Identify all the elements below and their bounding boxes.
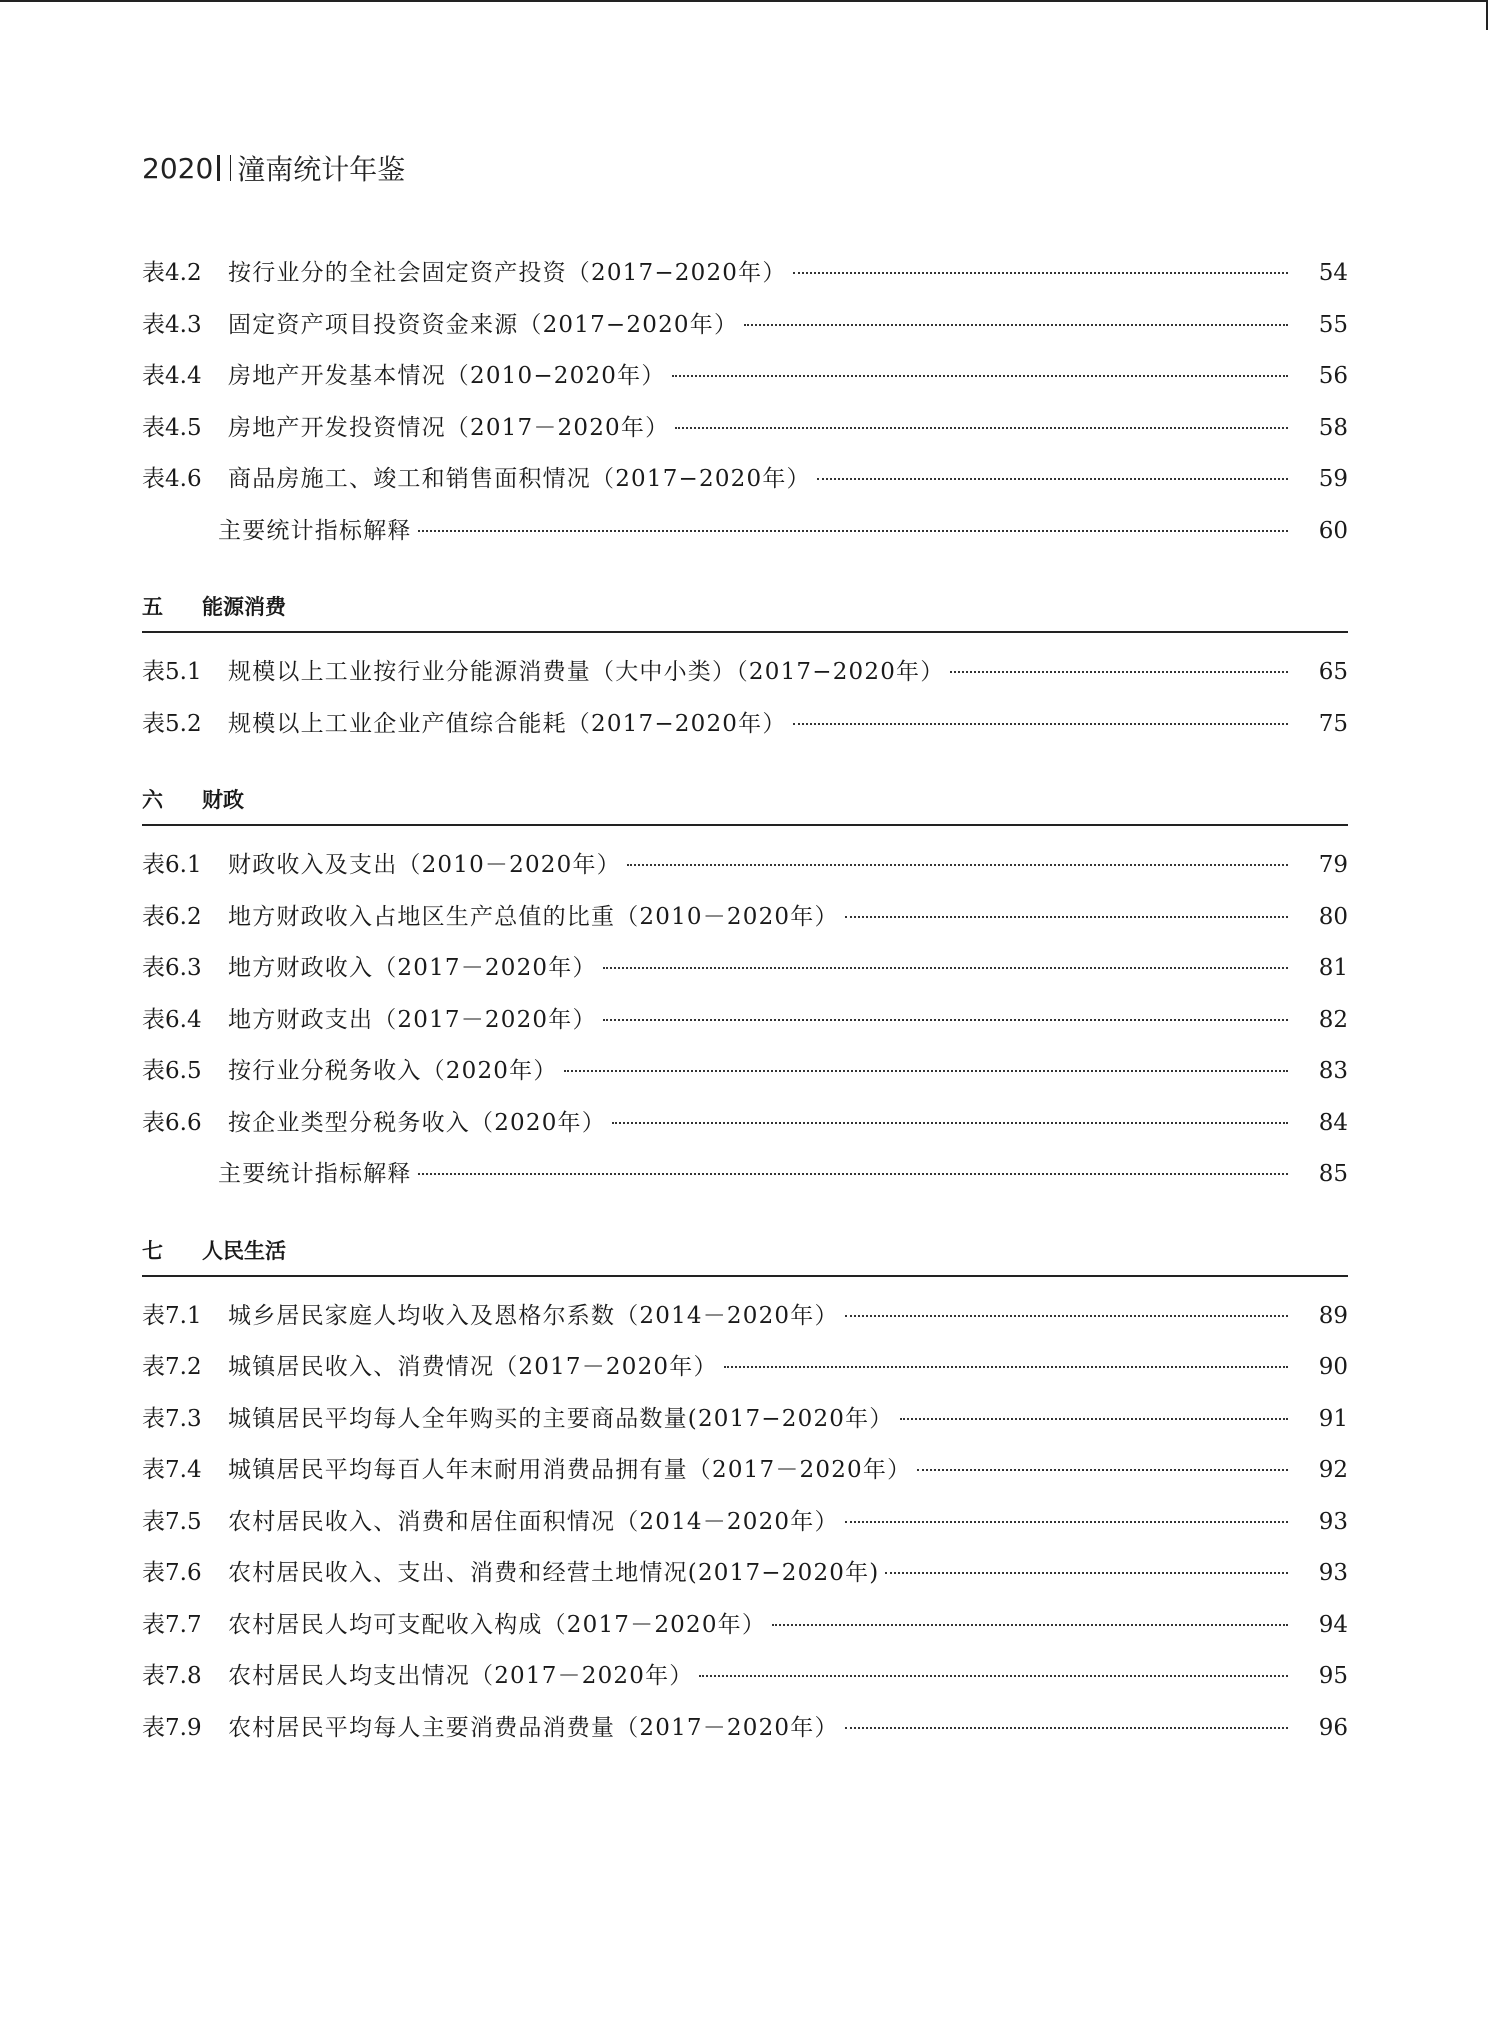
toc-entry[interactable] [142,1291,1348,1343]
dot-leader [885,1572,1288,1574]
dot-leader [793,272,1288,274]
section-number: 七 [142,1238,163,1263]
section-number: 六 [142,788,163,812]
page-number: 94 [1318,1611,1348,1638]
toc-entry[interactable] [142,943,1348,995]
page-number: 80 [1318,903,1348,930]
table-number: 表4.3 [142,311,202,338]
table-number: 表7.3 [142,1405,202,1432]
dot-leader [744,324,1288,326]
page-number: 54 [1318,260,1348,286]
dot-leader [418,1173,1288,1175]
entry-title: 固定资产项目投资资金来源（2017−2020年） [228,311,739,338]
dot-leader [845,1521,1288,1523]
toc-entry[interactable] [142,1149,1348,1201]
entry-title: 城镇居民收入、消费情况（2017－2020年） [228,1354,718,1380]
page-number: 60 [1318,517,1348,544]
entry-title: 商品房施工、竣工和销售面积情况（2017−2020年） [228,466,811,492]
table-number: 表7.9 [142,1714,202,1741]
running-head [142,148,405,188]
page-number: 93 [1318,1560,1348,1586]
toc-entry[interactable] [142,300,1348,352]
entry-title: 房地产开发投资情况（2017－2020年） [228,414,670,441]
entry-title: 规模以上工业企业产值综合能耗（2017−2020年） [228,710,787,737]
table-number: 表7.8 [142,1663,202,1689]
dot-leader [603,1019,1288,1021]
page-number: 93 [1318,1508,1348,1535]
page-number: 65 [1318,659,1348,685]
dot-leader [612,1122,1288,1124]
page-number: 92 [1318,1457,1348,1483]
dot-leader [817,478,1288,480]
toc-entry[interactable] [142,1703,1348,1755]
toc-entry[interactable] [142,1651,1348,1703]
dot-leader [627,864,1288,866]
section-title: 人民生活 [202,1238,286,1263]
entry-title: 按企业类型分税务收入（2020年） [228,1109,606,1136]
toc-entry[interactable] [142,892,1348,944]
dot-leader [845,1315,1288,1317]
table-number: 表4.5 [142,414,202,441]
entry-title: 主要统计指标解释 [218,1161,412,1187]
entry-title: 城镇居民平均每百人年末耐用消费品拥有量（2017－2020年） [228,1457,912,1483]
table-number: 表7.2 [142,1354,202,1380]
dot-leader [772,1624,1288,1626]
dot-leader [564,1070,1288,1072]
section-title: 财政 [202,788,244,812]
entry-title: 城镇居民平均每人全年购买的主要商品数量(2017−2020年） [228,1405,894,1432]
page-number: 96 [1318,1714,1348,1741]
page-number: 55 [1318,311,1348,338]
table-of-contents [142,248,1348,1754]
running-head-title: 潼南统计年鉴 [237,153,406,186]
page-number: 91 [1318,1405,1348,1432]
section-title: 能源消费 [202,595,286,619]
table-number: 表5.1 [142,659,202,685]
entry-title: 按行业分的全社会固定资产投资（2017−2020年） [228,260,787,286]
entry-title: 地方财政收入占地区生产总值的比重（2010－2020年） [228,903,839,930]
table-number: 表7.7 [142,1611,202,1638]
toc-entry[interactable] [142,1600,1348,1652]
entry-title: 农村居民人均可支配收入构成（2017－2020年） [228,1611,767,1638]
dot-leader [603,967,1288,969]
dot-leader [675,427,1288,429]
entry-title: 财政收入及支出（2010－2020年） [228,852,621,878]
toc-entry[interactable] [142,351,1348,403]
toc-entry[interactable] [142,1445,1348,1497]
entry-title: 城乡居民家庭人均收入及恩格尔系数（2014－2020年） [228,1302,839,1329]
page-number: 95 [1318,1663,1348,1689]
entry-title: 地方财政支出（2017－2020年） [228,1006,597,1033]
toc-entry[interactable] [142,1548,1348,1600]
page-number: 82 [1318,1006,1348,1033]
dot-leader [793,723,1288,725]
entry-title: 农村居民收入、支出、消费和经营土地情况(2017−2020年) [228,1560,880,1586]
page-number: 85 [1318,1161,1348,1187]
toc-entry[interactable] [142,995,1348,1047]
page-number: 84 [1318,1109,1348,1136]
toc-entry[interactable] [142,403,1348,455]
table-number: 表6.1 [142,852,202,878]
dot-leader [917,1469,1288,1471]
table-number: 表6.2 [142,903,202,930]
page-number: 56 [1318,363,1348,389]
dot-leader [724,1366,1288,1368]
toc-section [142,774,1348,1201]
toc-entry[interactable] [142,1394,1348,1446]
toc-entry[interactable] [142,1046,1348,1098]
entry-title: 主要统计指标解释 [218,517,412,544]
toc-entry[interactable] [142,454,1348,506]
toc-entry[interactable] [142,840,1348,892]
page-number: 59 [1318,466,1348,492]
dot-leader [672,375,1288,377]
table-number: 表7.5 [142,1508,202,1535]
entry-title: 农村居民收入、消费和居住面积情况（2014－2020年） [228,1508,839,1535]
table-number: 表7.4 [142,1457,202,1483]
section-heading [142,1225,1348,1277]
page-number: 89 [1318,1302,1348,1329]
toc-entry[interactable] [142,248,1348,300]
table-number: 表6.3 [142,955,202,981]
table-number: 表4.6 [142,466,202,492]
page-number: 75 [1318,710,1348,737]
page-number: 83 [1318,1058,1348,1084]
toc-entry[interactable] [142,1342,1348,1394]
table-number: 表7.6 [142,1560,202,1586]
toc-section [142,248,1348,557]
table-number: 表6.5 [142,1058,202,1084]
toc-entry[interactable] [142,1098,1348,1150]
toc-entry[interactable] [142,699,1348,751]
dot-leader [950,671,1288,673]
toc-entry[interactable] [142,647,1348,699]
page-number: 79 [1318,852,1348,878]
toc-section [142,581,1348,750]
page-number: 58 [1318,414,1348,441]
dot-leader [900,1418,1288,1420]
running-head-year: 2020 [142,151,214,185]
entry-title: 按行业分税务收入（2020年） [228,1058,558,1084]
dot-leader [845,1727,1288,1729]
table-number: 表7.1 [142,1302,202,1329]
dot-leader [418,530,1288,532]
table-number: 表6.4 [142,1006,202,1033]
section-number: 五 [142,595,163,619]
dot-leader [699,1675,1288,1677]
entry-title: 地方财政收入（2017－2020年） [228,955,597,981]
toc-entry[interactable] [142,1497,1348,1549]
page-number: 90 [1318,1354,1348,1380]
table-number: 表6.6 [142,1109,202,1136]
page-number: 81 [1318,955,1348,981]
section-heading [142,581,1348,633]
entry-title: 房地产开发基本情况（2010−2020年） [228,363,666,389]
table-number: 表4.4 [142,363,202,389]
top-border-rule [0,0,1488,2]
entry-title: 农村居民平均每人主要消费品消费量（2017－2020年） [228,1714,839,1741]
dot-leader [845,916,1288,918]
entry-title: 农村居民人均支出情况（2017－2020年） [228,1663,694,1689]
entry-title: 规模以上工业按行业分能源消费量（大中小类）（2017−2020年） [228,659,945,685]
table-number: 表4.2 [142,260,202,286]
toc-entry[interactable] [142,506,1348,558]
section-heading [142,774,1348,826]
table-number: 表5.2 [142,710,202,737]
double-bar-separator [217,155,231,181]
toc-section [142,1225,1348,1755]
